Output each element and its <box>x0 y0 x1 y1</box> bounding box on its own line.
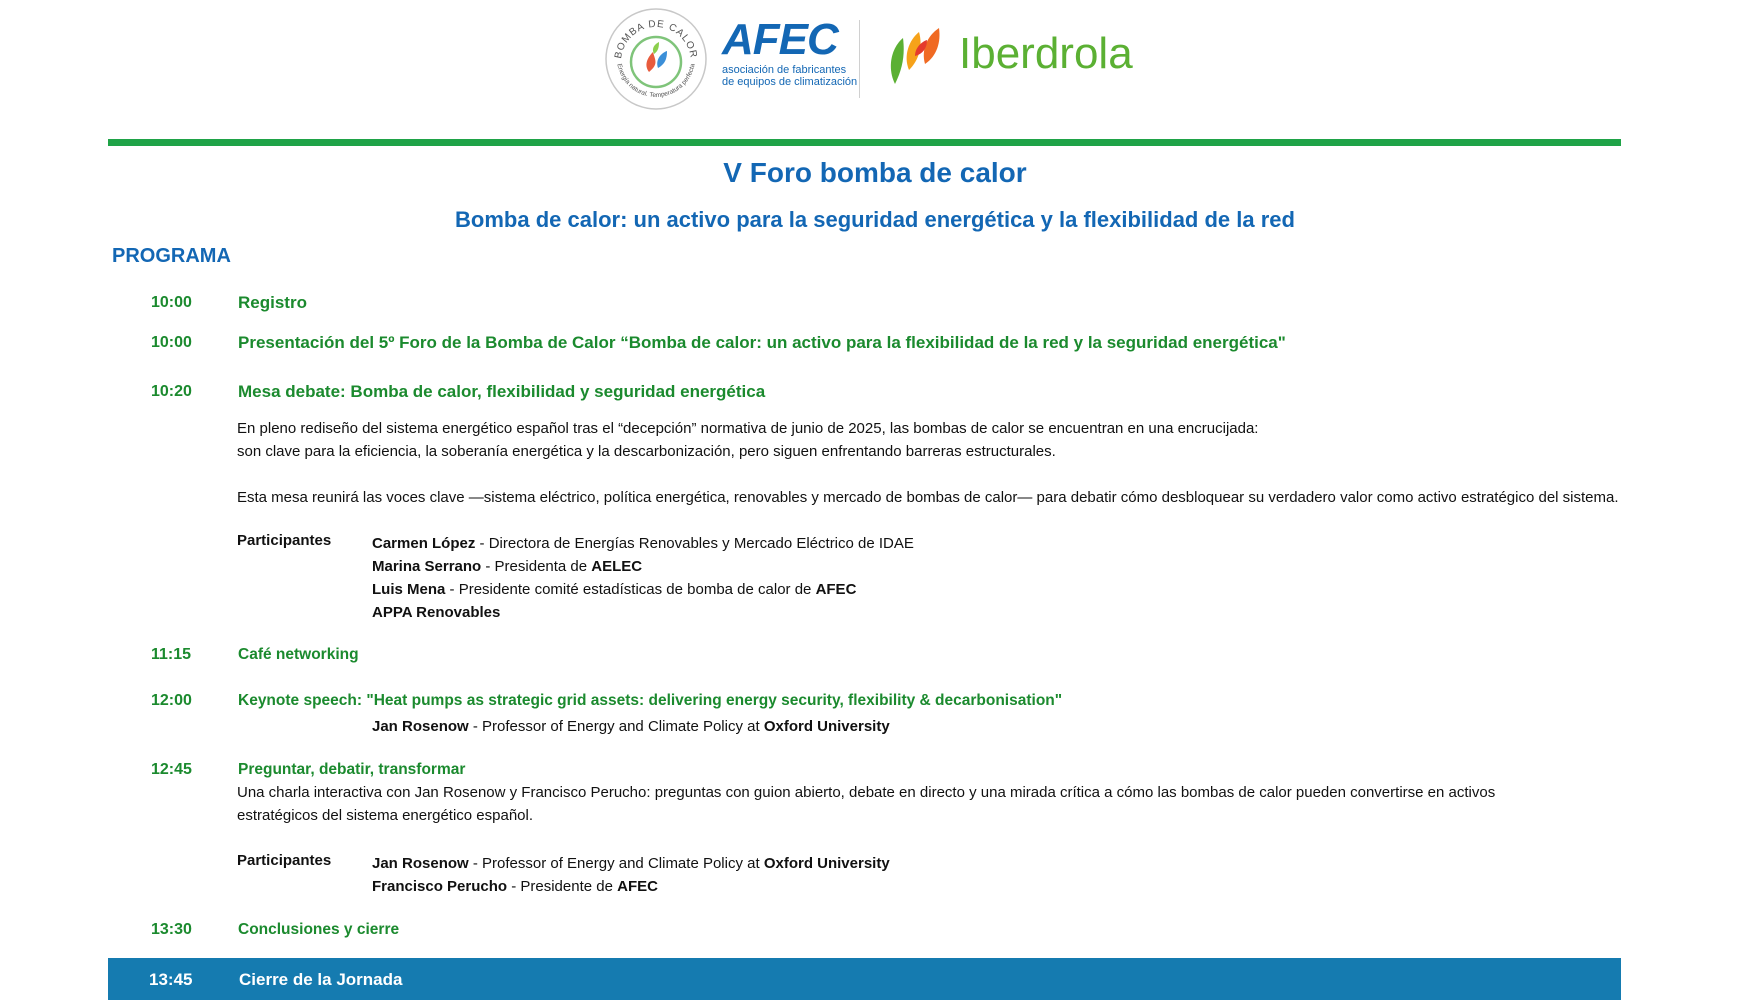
participants-list <box>372 532 914 624</box>
agenda-title: Registro <box>238 293 307 312</box>
agenda-title: Conclusiones y cierre <box>238 921 400 938</box>
mesa-description: En pleno rediseño del sistema energético español tras el “decepción” normativa de junio de 2025, las bombas de calor se encuentran en una encrucijada: son clave para la eficiencia, la soberanía energética y la descarbonización, pero siguen enfrentando barreras estructurales. <box>237 420 1259 460</box>
afec-logo <box>700 15 860 100</box>
participant-item: Luis Mena - Presidente comité estadísticas de bomba de calor de AFEC <box>372 581 857 598</box>
iberdrola-leaves-icon <box>885 20 955 88</box>
participants-label: Participantes <box>237 532 332 549</box>
keynote-speaker: Jan Rosenow - Professor of Energy and Climate Policy at Oxford University <box>372 718 890 735</box>
participant-item: Francisco Perucho - Presidente de AFEC <box>372 878 658 895</box>
page-subtitle: Bomba de calor: un activo para la seguridad energética y la flexibilidad de la red <box>455 207 1295 232</box>
svg-text:Energía natural. Temperatura p: Energía natural. Temperatura perfecta <box>615 63 697 100</box>
agenda-time: 10:00 <box>151 334 192 351</box>
afec-tagline: asociación de fabricantes de equipos de climatización <box>722 64 858 88</box>
agenda-time: 12:45 <box>151 761 192 778</box>
participant-item: Carmen López - Directora de Energías Renovables y Mercado Eléctrico de IDAE <box>372 535 914 552</box>
agenda-time: 10:00 <box>151 294 192 311</box>
header-divider <box>108 139 1621 146</box>
agenda-time: 11:15 <box>151 646 192 663</box>
participants-label: Participantes <box>237 852 332 869</box>
afec-wordmark: AFEC <box>722 15 838 64</box>
agenda-time: 13:30 <box>151 921 192 938</box>
agenda-title: Café networking <box>238 646 359 663</box>
participant-item: APPA Renovables <box>372 604 501 621</box>
mesa-description-2: Esta mesa reunirá las voces clave —sistema eléctrico, política energética, renovables y mercado de bombas de calor— para debatir cómo desbloquear su verdadero valor como activo estratégico del sistema. <box>237 489 1619 506</box>
iberdrola-wordmark: Iberdrola <box>959 29 1133 78</box>
agenda-title: Mesa debate: Bomba de calor, flexibilidad y seguridad energética <box>238 382 766 401</box>
programa-heading: PROGRAMA <box>112 245 231 267</box>
iberdrola-logo <box>885 20 1135 88</box>
agenda-title: Presentación del 5º Foro de la Bomba de Calor “Bomba de calor: un activo para la flexibilidad de la red y la seguridad energética" <box>238 333 1286 352</box>
agenda-title: Keynote speech: "Heat pumps as strategic grid assets: delivering energy security, flexibility & decarbonisation" <box>238 692 1063 709</box>
participants-list <box>372 852 890 898</box>
closing-title: Cierre de la Jornada <box>239 970 403 989</box>
participant-item: Marina Serrano - Presidenta de AELEC <box>372 558 643 575</box>
agenda-time: 12:00 <box>151 692 192 709</box>
page-title: V Foro bomba de calor <box>723 157 1027 188</box>
svg-text:BOMBA DE CALOR: BOMBA DE CALOR <box>613 18 699 60</box>
preguntar-description: Una charla interactiva con Jan Rosenow y Francisco Perucho: preguntas con guion abierto, debate en directo y una mirada crítica a cómo las bombas de calor pueden convertirse en activos estratégicos del sistema energético español. <box>237 784 1496 824</box>
agenda-time: 10:20 <box>151 383 192 400</box>
closing-time: 13:45 <box>149 970 193 989</box>
bomba-de-calor-seal-logo <box>603 6 709 112</box>
participant-item: Jan Rosenow - Professor of Energy and Climate Policy at Oxford University <box>372 855 890 872</box>
agenda-title: Preguntar, debatir, transformar <box>238 761 466 778</box>
